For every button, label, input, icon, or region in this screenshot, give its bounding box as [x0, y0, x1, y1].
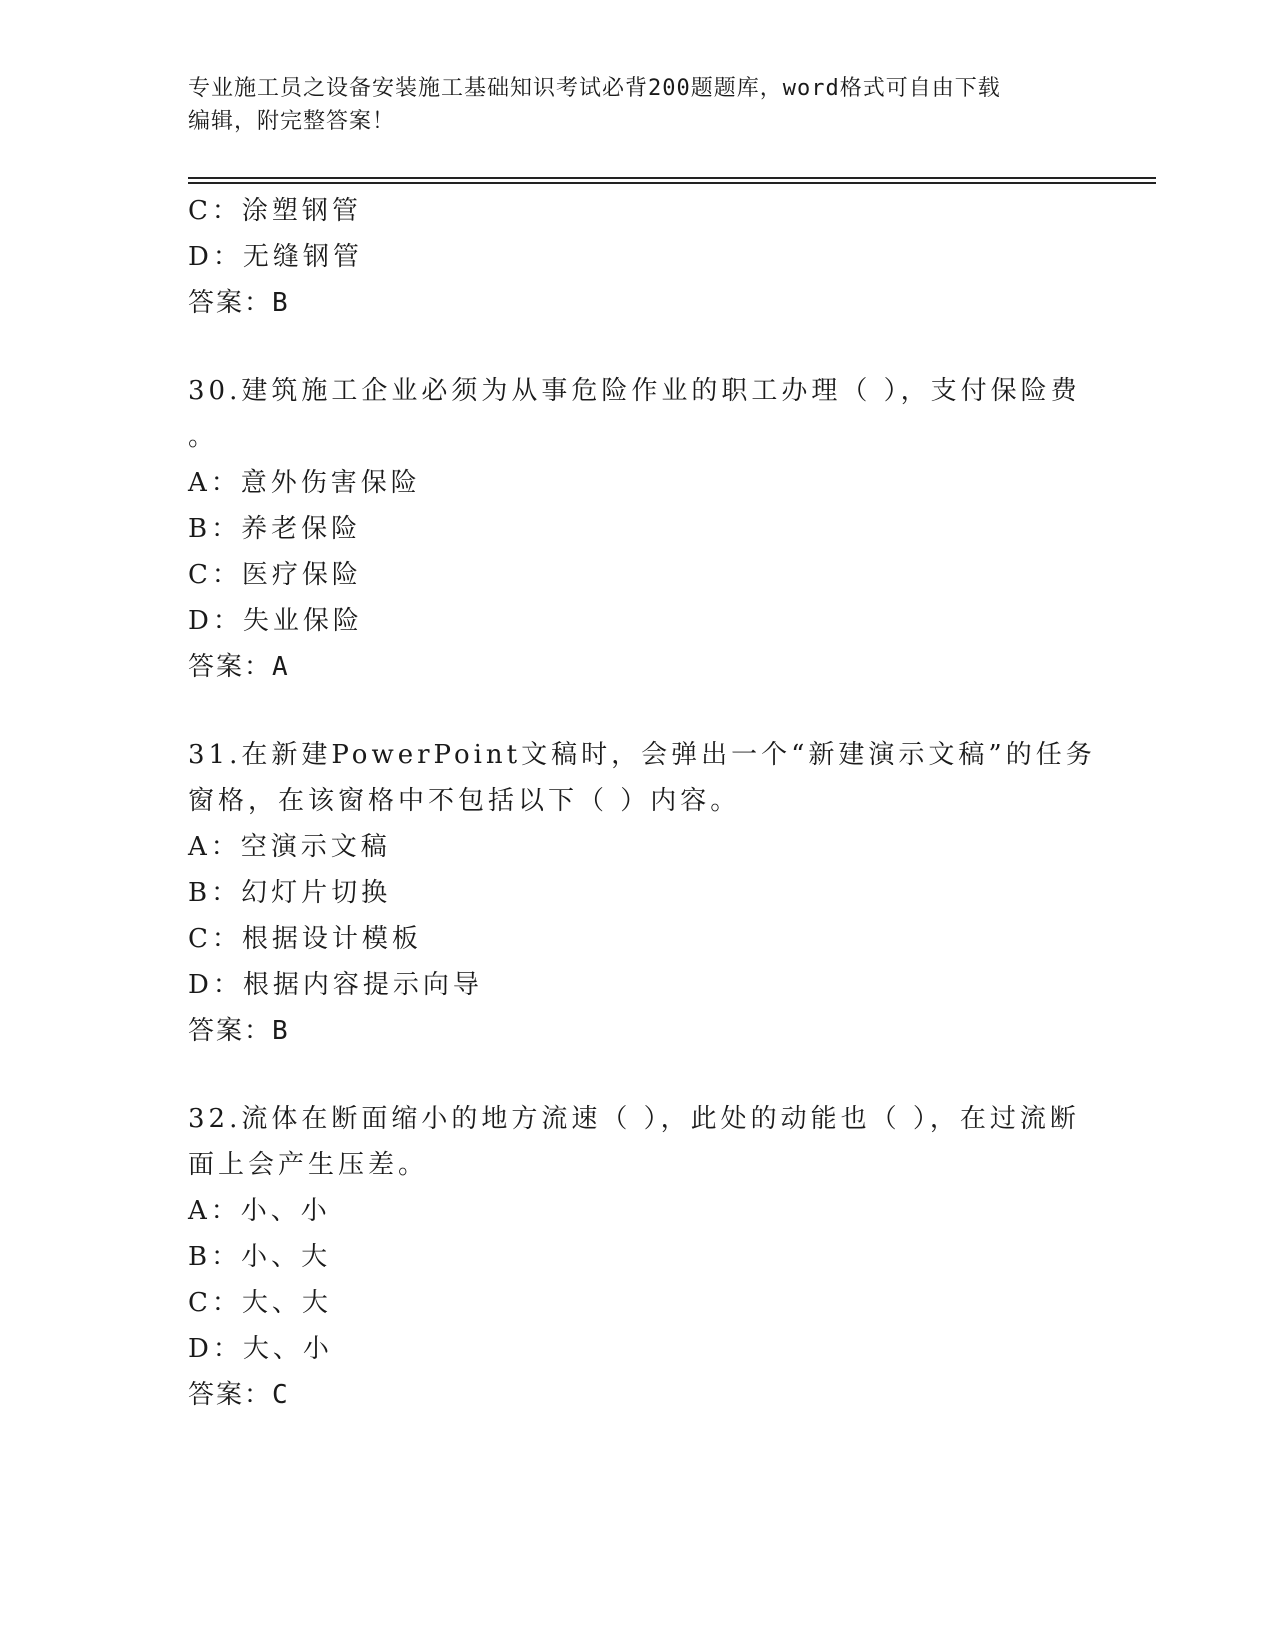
header-line-2: 编辑，附完整答案！: [188, 109, 396, 134]
header-divider-top: [188, 177, 1156, 179]
option-c: C：涂塑钢管: [188, 196, 362, 226]
question-stem: 。: [188, 422, 219, 452]
option-b: B：小、大: [188, 1242, 332, 1272]
option-a: A：空演示文稿: [188, 832, 391, 862]
header-divider-bottom: [188, 182, 1156, 184]
question-31: [188, 732, 1096, 1054]
question-stem: 31.在新建PowerPoint文稿时，会弹出一个“新建演示文稿”的任务: [188, 740, 1096, 770]
option-b: B：养老保险: [188, 514, 362, 544]
header-line-1: 专业施工员之设备安装施工基础知识考试必背200题题库，word格式可自由下载: [188, 76, 1001, 101]
spacer: [188, 690, 1088, 732]
document-body: [188, 188, 1096, 1418]
option-d: D：大、小: [188, 1334, 333, 1364]
spacer: [188, 326, 1088, 368]
question-32: [188, 1096, 1088, 1418]
answer-line: 答案：B: [188, 288, 290, 318]
question-stem: 32.流体在断面缩小的地方流速（ ），此处的动能也（ ），在过流断: [188, 1104, 1080, 1134]
option-c: C：医疗保险: [188, 560, 362, 590]
option-d: D：失业保险: [188, 606, 363, 636]
option-d: D：根据内容提示向导: [188, 970, 483, 1000]
question-30: [188, 368, 1088, 690]
answer-line: 答案：B: [188, 1016, 290, 1046]
option-a: A：小、小: [188, 1196, 331, 1226]
option-a: A：意外伤害保险: [188, 468, 421, 498]
answer-line: 答案：C: [188, 1380, 290, 1410]
option-c: C：根据设计模板: [188, 924, 422, 954]
spacer: [188, 1054, 1088, 1096]
option-c: C：大、大: [188, 1288, 332, 1318]
option-b: B：幻灯片切换: [188, 878, 392, 908]
prev-question-tail: [188, 188, 1088, 326]
question-stem: 30.建筑施工企业必须为从事危险作业的职工办理（ ），支付保险费: [188, 376, 1081, 406]
option-d: D：无缝钢管: [188, 242, 363, 272]
question-stem: 面上会产生压差。: [188, 1150, 429, 1180]
answer-line: 答案：A: [188, 652, 290, 682]
document-header: [188, 72, 1088, 138]
question-stem: 窗格，在该窗格中不包括以下（ ）内容。: [188, 786, 741, 816]
